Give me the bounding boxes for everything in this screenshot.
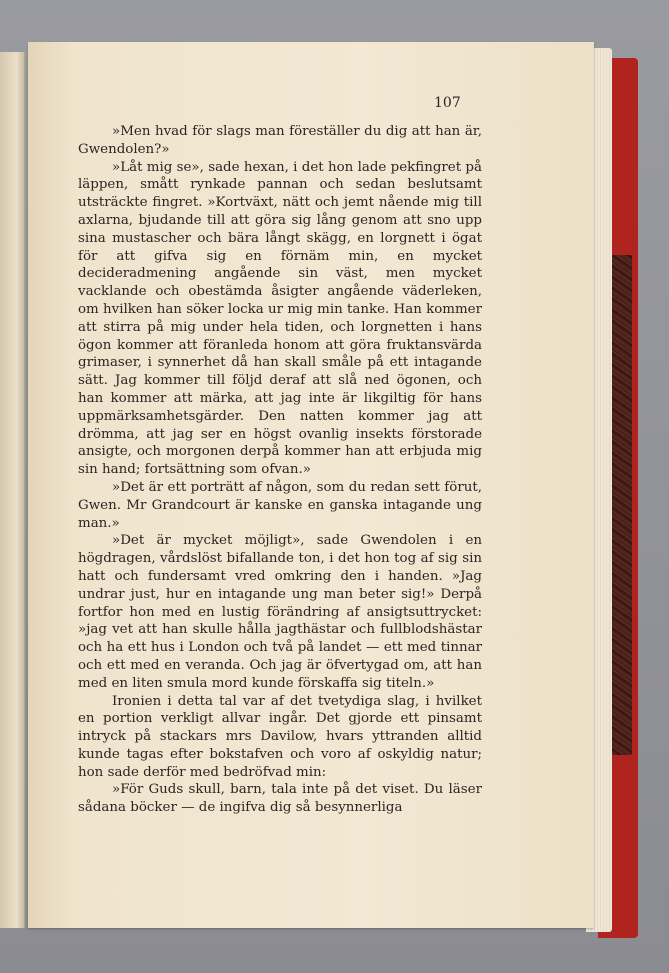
- paragraph: Ironien i detta tal var af det tvetydiga slag, i hvilket en portion verkligt allvar ingår. Det gjorde ett pinsamt intryck på stackars mrs Davilow, hvars yttranden alltid kunde tagas efter bokstafven och voro af oskyldig natur; hon sade derför med bedröfvad min:: [78, 693, 482, 780]
- marbled-cover-pattern: [610, 255, 632, 755]
- paragraph: »Det är mycket möjligt», sade Gwendolen i en högdragen, vårdslöst bifallande ton, i det hon tog af sig sin hatt och fundersamt vred omkring den i handen. »Jag undrar just, hur en intagande ung man beter sig!» Derpå fortfor hon med en lustig förändring af ansigtsuttrycket: »jag vet att han skulle hålla jagthästar och fullblodshästar och ha ett hus i London och två på landet — ett med tinnar och ett med en veranda. Och jag är öfvertygad om, att han med en liten smula mord kunde förskaffa sig titeln.»: [78, 533, 482, 691]
- paragraph: »Det är ett porträtt af någon, som du redan sett förut, Gwen. Mr Grandcourt är kanske en ganska intagande ung man.»: [78, 479, 482, 531]
- page-number: 107: [434, 95, 461, 111]
- paragraph: »Men hvad för slags man föreställer du dig att han är, Gwendolen?»: [78, 124, 482, 157]
- paragraph: »För Guds skull, barn, tala inte på det viset. Du läser sådana böcker — de ingifva dig så besynnerliga: [78, 782, 482, 816]
- body-text: [78, 123, 482, 817]
- paragraph: »Låt mig se», sade hexan, i det hon lade pekfingret på läppen, smått rynkade pannan och sedan beslutsamt utsträckte fingret. »Kortväxt, nätt och jemt nående mig till axlarna, bjudande till att göra sig lång genom att sno upp sina mustascher och bära långt skägg, en lorgnett i ögat för att gifva sig en förnäm min, en mycket decideradmening angående sin väst, men mycket vacklande och obestämda åsigter angående väderleken, om hvilken han söker locka ur mig min tanke. Han kommer att stirra på mig under hela tiden, och lorgnetten i hans ögon kommer att föranleda honom att göra fruktansvärda grimaser, i synnerhet då han skall småle på ett intagande sätt. Jag kommer till följd deraf att slå ned ögonen, och han kommer att märka, att jag inte är likgiltig för hans uppmärksamhetsgärder. Den natten kommer jag att drömma, att jag ser en högst ovanlig insekts förstorade ansigte, och morgonen derpå kommer han att erbjuda mig sin hand; fortsättning som ofvan.»: [78, 159, 482, 478]
- facing-page-edge: [0, 52, 25, 928]
